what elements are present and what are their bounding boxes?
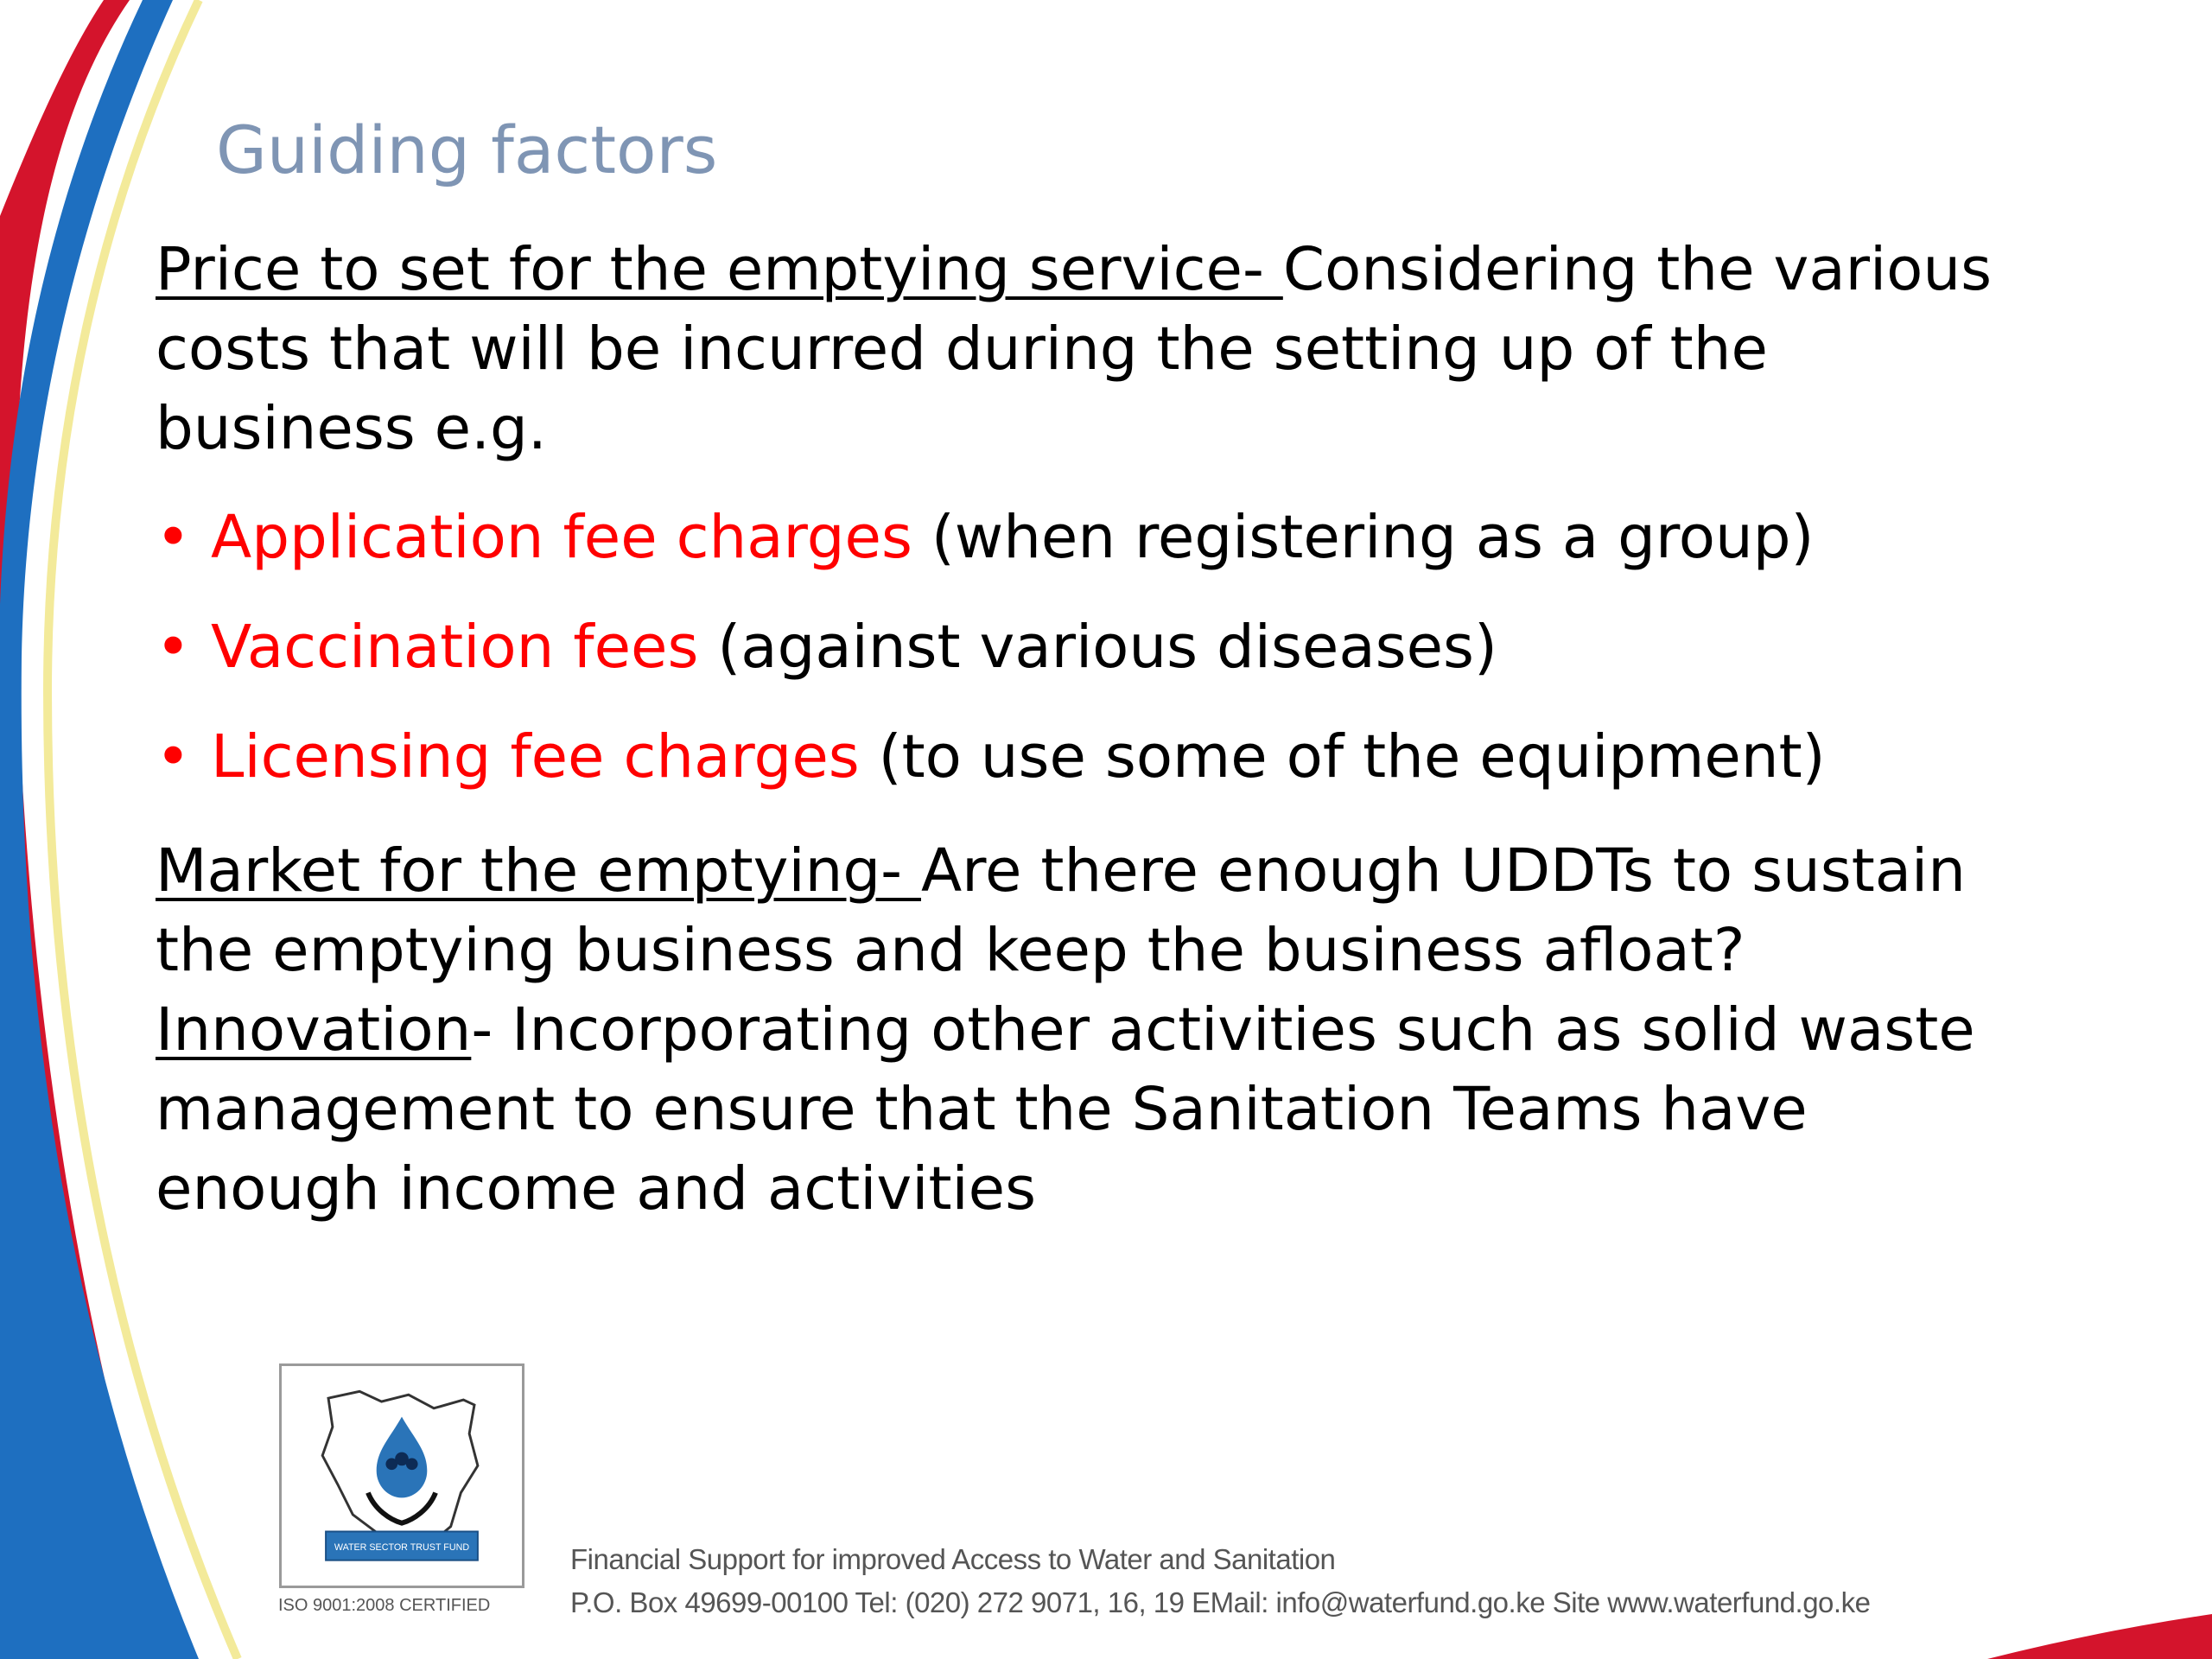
list-item xyxy=(156,607,2056,687)
list-item xyxy=(156,498,2056,577)
bullet-icon: • xyxy=(156,503,191,572)
cost-bullet-list xyxy=(156,498,2056,827)
list-item xyxy=(156,717,2056,797)
price-heading: Price to set for the emptying service- xyxy=(156,235,1283,304)
price-text: Considering the various costs that will be incurred during the setting up of the business e.g. xyxy=(156,235,1993,463)
logo-graphic xyxy=(282,1366,522,1586)
bullet-highlight: Application fee charges xyxy=(211,503,912,572)
bullet-text: (against various diseases) xyxy=(698,613,1497,682)
innovation-text: - Incorporating other activities such as solid waste management to ensure that the Sanitation Teams have enough income and activities xyxy=(156,995,1975,1224)
iso-certification: ISO 9001:2008 CERTIFIED xyxy=(278,1596,491,1615)
footer-contact: P.O. Box 49699-00100 Tel: (020) 272 9071, 16, 19 EMail: info@waterfund.go.ke Site www.waterfund.go.ke xyxy=(570,1586,1871,1618)
swoosh-corner-red xyxy=(1987,1614,2212,1659)
logo-banner-text: WATER SECTOR TRUST FUND xyxy=(334,1541,470,1553)
market-heading: Market for the emptying- xyxy=(156,836,921,906)
person-icon xyxy=(406,1458,418,1470)
bullet-text: (to use some of the equipment) xyxy=(859,722,1826,791)
water-sector-trust-fund-logo xyxy=(279,1363,524,1588)
innovation-heading: Innovation xyxy=(156,995,472,1065)
market-innovation-paragraph xyxy=(156,831,2039,1229)
market-text: Are there enough UDDTs to sustain the emptying business and keep the business afloat? xyxy=(156,836,1966,985)
bullet-highlight: Vaccination fees xyxy=(211,613,699,682)
bullet-icon: • xyxy=(156,722,191,791)
price-paragraph xyxy=(156,230,2039,468)
bullet-icon: • xyxy=(156,613,191,682)
slide-title: Guiding factors xyxy=(216,111,718,188)
bullet-text: (when registering as a group) xyxy=(912,503,1815,572)
bullet-highlight: Licensing fee charges xyxy=(211,722,860,791)
footer-tagline: Financial Support for improved Access to Water and Sanitation xyxy=(570,1543,1336,1575)
